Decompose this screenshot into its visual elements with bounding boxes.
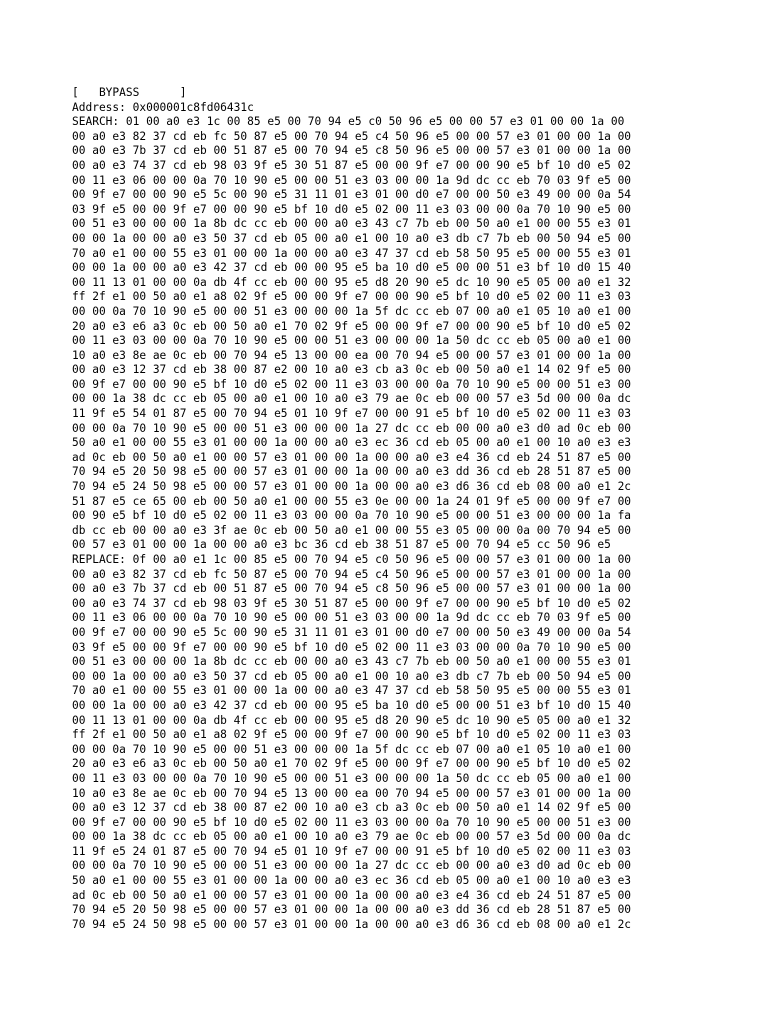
search-hex-line: 50 a0 e1 00 00 55 e3 01 00 00 1a 00 00 a0 e3 ec 36 cd eb 05 00 a0 e1 00 10 a0 e3 e3 <box>72 436 632 450</box>
search-hex-line: 00 11 13 01 00 00 0a db 4f cc eb 00 00 95 e5 d8 20 90 e5 dc 10 90 e5 05 00 a0 e1 32 <box>72 275 632 289</box>
search-hex-line: SEARCH: 01 00 a0 e3 1c 00 85 e5 00 70 94 e5 c0 50 96 e5 00 00 57 e3 01 00 00 1a 00 <box>72 115 625 129</box>
replace-block <box>72 553 712 932</box>
replace-hex-line: 10 a0 e3 8e ae 0c eb 00 70 94 e5 13 00 00 ea 00 70 94 e5 00 00 57 e3 01 00 00 1a 00 <box>72 786 632 800</box>
replace-hex-line: 00 00 1a 00 00 a0 e3 42 37 cd eb 00 00 95 e5 ba 10 d0 e5 00 00 51 e3 bf 10 d0 15 40 <box>72 698 632 712</box>
bypass-title: [ BYPASS ] <box>72 86 187 99</box>
search-hex-line: 00 51 e3 00 00 00 1a 8b dc cc eb 00 00 a0 e3 43 c7 7b eb 00 50 a0 e1 00 00 55 e3 01 <box>72 217 632 231</box>
search-hex-line: 00 00 0a 70 10 90 e5 00 00 51 e3 00 00 00 1a 5f dc cc eb 07 00 a0 e1 05 10 a0 e1 00 <box>72 304 632 318</box>
search-hex-line: db cc eb 00 00 a0 e3 3f ae 0c eb 00 50 a0 e1 00 00 55 e3 05 00 00 0a 00 70 94 e5 00 <box>72 523 632 537</box>
replace-hex-line: 00 a0 e3 82 37 cd eb fc 50 87 e5 00 70 94 e5 c4 50 96 e5 00 00 57 e3 01 00 00 1a 00 <box>72 567 632 581</box>
replace-hex-line: ff 2f e1 00 50 a0 e1 a8 02 9f e5 00 00 9f e7 00 00 90 e5 bf 10 d0 e5 02 00 11 e3 03 <box>72 728 632 742</box>
replace-hex-line: 00 11 e3 03 00 00 0a 70 10 90 e5 00 00 51 e3 00 00 00 1a 50 dc cc eb 05 00 a0 e1 00 <box>72 771 632 785</box>
replace-hex-line: 20 a0 e3 e6 a3 0c eb 00 50 a0 e1 70 02 9f e5 00 00 9f e7 00 00 90 e5 bf 10 d0 e5 02 <box>72 757 632 771</box>
replace-hex-line: 00 11 13 01 00 00 0a db 4f cc eb 00 00 95 e5 d8 20 90 e5 dc 10 90 e5 05 00 a0 e1 32 <box>72 713 632 727</box>
search-hex-line: ff 2f e1 00 50 a0 e1 a8 02 9f e5 00 00 9f e7 00 00 90 e5 bf 10 d0 e5 02 00 11 e3 03 <box>72 290 632 304</box>
search-hex-line: 11 9f e5 54 01 87 e5 00 70 94 e5 01 10 9f e7 00 00 91 e5 bf 10 d0 e5 02 00 11 e3 03 <box>72 407 632 421</box>
search-hex-line: 00 a0 e3 7b 37 cd eb 00 51 87 e5 00 70 94 e5 c8 50 96 e5 00 00 57 e3 01 00 00 1a 00 <box>72 144 632 158</box>
replace-hex-line: 00 00 0a 70 10 90 e5 00 00 51 e3 00 00 00 1a 27 dc cc eb 00 00 a0 e3 d0 ad 0c eb 00 <box>72 859 632 873</box>
replace-hex-line: 00 a0 e3 12 37 cd eb 38 00 87 e2 00 10 a0 e3 cb a3 0c eb 00 50 a0 e1 14 02 9f e5 00 <box>72 801 632 815</box>
replace-hex-line: 03 9f e5 00 00 9f e7 00 00 90 e5 bf 10 d0 e5 02 00 11 e3 03 00 00 0a 70 10 90 e5 00 <box>72 640 632 654</box>
search-hex-line: 00 11 e3 06 00 00 0a 70 10 90 e5 00 00 51 e3 03 00 00 1a 9d dc cc eb 70 03 9f e5 00 <box>72 173 632 187</box>
replace-hex-line: 70 94 e5 20 50 98 e5 00 00 57 e3 01 00 00 1a 00 00 a0 e3 dd 36 cd eb 28 51 87 e5 00 <box>72 903 632 917</box>
search-hex-line: 00 a0 e3 82 37 cd eb fc 50 87 e5 00 70 94 e5 c4 50 96 e5 00 00 57 e3 01 00 00 1a 00 <box>72 129 632 143</box>
search-hex-line: 00 00 1a 00 00 a0 e3 42 37 cd eb 00 00 95 e5 ba 10 d0 e5 00 00 51 e3 bf 10 d0 15 40 <box>72 261 632 275</box>
replace-hex-line: 00 51 e3 00 00 00 1a 8b dc cc eb 00 00 a0 e3 43 c7 7b eb 00 50 a0 e1 00 00 55 e3 01 <box>72 655 632 669</box>
search-hex-line: 51 87 e5 ce 65 00 eb 00 50 a0 e1 00 00 55 e3 0e 00 00 1a 24 01 9f e5 00 00 9f e7 00 <box>72 494 632 508</box>
replace-hex-line: 00 00 1a 00 00 a0 e3 50 37 cd eb 05 00 a0 e1 00 10 a0 e3 db c7 7b eb 00 50 94 e5 00 <box>72 669 632 683</box>
search-hex-line: 00 a0 e3 12 37 cd eb 38 00 87 e2 00 10 a0 e3 cb a3 0c eb 00 50 a0 e1 14 02 9f e5 00 <box>72 363 632 377</box>
search-hex-line: 00 9f e7 00 00 90 e5 5c 00 90 e5 31 11 01 e3 01 00 d0 e7 00 00 50 e3 49 00 00 0a 54 <box>72 188 632 202</box>
search-hex-line: 00 00 0a 70 10 90 e5 00 00 51 e3 00 00 00 1a 27 dc cc eb 00 00 a0 e3 d0 ad 0c eb 00 <box>72 421 632 435</box>
search-hex-line: 10 a0 e3 8e ae 0c eb 00 70 94 e5 13 00 00 ea 00 70 94 e5 00 00 57 e3 01 00 00 1a 00 <box>72 348 632 362</box>
replace-hex-line: 70 94 e5 24 50 98 e5 00 00 57 e3 01 00 00 1a 00 00 a0 e3 d6 36 cd eb 08 00 a0 e1 2c <box>72 917 632 931</box>
search-hex-line: 00 11 e3 03 00 00 0a 70 10 90 e5 00 00 51 e3 00 00 00 1a 50 dc cc eb 05 00 a0 e1 00 <box>72 334 632 348</box>
replace-hex-line: 00 00 1a 38 dc cc eb 05 00 a0 e1 00 10 a0 e3 79 ae 0c eb 00 00 57 e3 5d 00 00 0a dc <box>72 830 632 844</box>
search-hex-line: 03 9f e5 00 00 9f e7 00 00 90 e5 bf 10 d0 e5 02 00 11 e3 03 00 00 0a 70 10 90 e5 00 <box>72 202 632 216</box>
search-hex-line: 70 94 e5 24 50 98 e5 00 00 57 e3 01 00 00 1a 00 00 a0 e3 d6 36 cd eb 08 00 a0 e1 2c <box>72 480 632 494</box>
hex-patch-document <box>72 86 712 932</box>
search-hex-line: 00 00 1a 38 dc cc eb 05 00 a0 e1 00 10 a0 e3 79 ae 0c eb 00 00 57 e3 5d 00 00 0a dc <box>72 392 632 406</box>
replace-hex-line: 00 a0 e3 74 37 cd eb 98 03 9f e5 30 51 87 e5 00 00 9f e7 00 00 90 e5 bf 10 d0 e5 02 <box>72 596 632 610</box>
search-hex-line: 00 00 1a 00 00 a0 e3 50 37 cd eb 05 00 a0 e1 00 10 a0 e3 db c7 7b eb 00 50 94 e5 00 <box>72 231 632 245</box>
replace-hex-line: 50 a0 e1 00 00 55 e3 01 00 00 1a 00 00 a0 e3 ec 36 cd eb 05 00 a0 e1 00 10 a0 e3 e3 <box>72 874 632 888</box>
search-hex-line: 00 a0 e3 74 37 cd eb 98 03 9f e5 30 51 87 e5 00 00 9f e7 00 00 90 e5 bf 10 d0 e5 02 <box>72 158 632 172</box>
search-hex-line: ad 0c eb 00 50 a0 e1 00 00 57 e3 01 00 00 1a 00 00 a0 e3 e4 36 cd eb 24 51 87 e5 00 <box>72 450 632 464</box>
replace-hex-line: 00 00 0a 70 10 90 e5 00 00 51 e3 00 00 00 1a 5f dc cc eb 07 00 a0 e1 05 10 a0 e1 00 <box>72 742 632 756</box>
replace-hex-line: 00 a0 e3 7b 37 cd eb 00 51 87 e5 00 70 94 e5 c8 50 96 e5 00 00 57 e3 01 00 00 1a 00 <box>72 582 632 596</box>
search-hex-line: 00 57 e3 01 00 00 1a 00 00 a0 e3 bc 36 cd eb 38 51 87 e5 00 70 94 e5 cc 50 96 e5 <box>72 538 611 552</box>
search-hex-line: 00 90 e5 bf 10 d0 e5 02 00 11 e3 03 00 00 0a 70 10 90 e5 00 00 51 e3 00 00 00 1a fa <box>72 509 632 523</box>
replace-hex-line: ad 0c eb 00 50 a0 e1 00 00 57 e3 01 00 00 1a 00 00 a0 e3 e4 36 cd eb 24 51 87 e5 00 <box>72 888 632 902</box>
address-line: Address: 0x000001c8fd06431c <box>72 100 254 114</box>
replace-hex-line: 00 9f e7 00 00 90 e5 5c 00 90 e5 31 11 01 e3 01 00 d0 e7 00 00 50 e3 49 00 00 0a 54 <box>72 625 632 639</box>
search-hex-line: 70 94 e5 20 50 98 e5 00 00 57 e3 01 00 00 1a 00 00 a0 e3 dd 36 cd eb 28 51 87 e5 00 <box>72 465 632 479</box>
replace-hex-line: 00 9f e7 00 00 90 e5 bf 10 d0 e5 02 00 11 e3 03 00 00 0a 70 10 90 e5 00 00 51 e3 00 <box>72 815 632 829</box>
search-hex-line: 20 a0 e3 e6 a3 0c eb 00 50 a0 e1 70 02 9f e5 00 00 9f e7 00 00 90 e5 bf 10 d0 e5 02 <box>72 319 632 333</box>
replace-hex-line: 00 11 e3 06 00 00 0a 70 10 90 e5 00 00 51 e3 03 00 00 1a 9d dc cc eb 70 03 9f e5 00 <box>72 611 632 625</box>
search-block <box>72 115 712 553</box>
search-hex-line: 00 9f e7 00 00 90 e5 bf 10 d0 e5 02 00 11 e3 03 00 00 0a 70 10 90 e5 00 00 51 e3 00 <box>72 377 632 391</box>
replace-hex-line: REPLACE: 0f 00 a0 e1 1c 00 85 e5 00 70 94 e5 c0 50 96 e5 00 00 57 e3 01 00 00 1a 00 <box>72 553 632 566</box>
replace-hex-line: 70 a0 e1 00 00 55 e3 01 00 00 1a 00 00 a0 e3 47 37 cd eb 58 50 95 e5 00 00 55 e3 01 <box>72 684 632 698</box>
search-hex-line: 70 a0 e1 00 00 55 e3 01 00 00 1a 00 00 a0 e3 47 37 cd eb 58 50 95 e5 00 00 55 e3 01 <box>72 246 632 260</box>
replace-hex-line: 11 9f e5 24 01 87 e5 00 70 94 e5 01 10 9f e7 00 00 91 e5 bf 10 d0 e5 02 00 11 e3 03 <box>72 844 632 858</box>
